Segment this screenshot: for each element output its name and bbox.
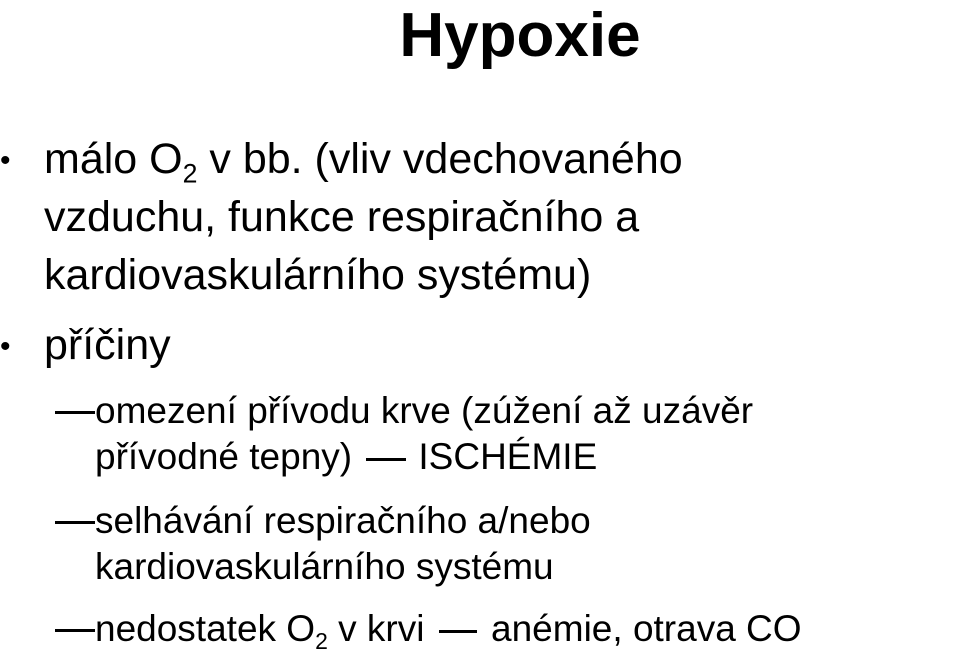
sub-item-line: selhávání respiračního a/nebo	[95, 500, 591, 541]
sub-item-line: přívodné tepny) ISCHÉMIE	[95, 436, 598, 477]
dash-icon	[55, 521, 95, 524]
slide-title: Hypoxie	[399, 1, 641, 70]
sub-item-line: kardiovaskulárního systému	[95, 546, 554, 587]
bullet-dot-icon: •	[0, 330, 11, 363]
dash-icon	[366, 458, 406, 461]
bullet-line: vzduchu, funkce respiračního a	[44, 193, 640, 241]
bullet-dot-icon: •	[0, 144, 11, 177]
bullet-line: příčiny	[44, 321, 171, 369]
sub-item-line: omezení přívodu krve (zúžení až uzávěr	[95, 390, 754, 431]
sub-item-line: nedostatek $O_2$ v krvi anémie, otrava CO	[95, 608, 802, 655]
dash-icon	[55, 629, 95, 632]
dash-icon	[439, 630, 477, 633]
dash-icon	[55, 411, 95, 414]
bullet-line: kardiovaskulárního systému)	[44, 251, 592, 299]
bullet-line: málo $O_2$ v bb. (vliv vdechovaného	[44, 135, 683, 189]
